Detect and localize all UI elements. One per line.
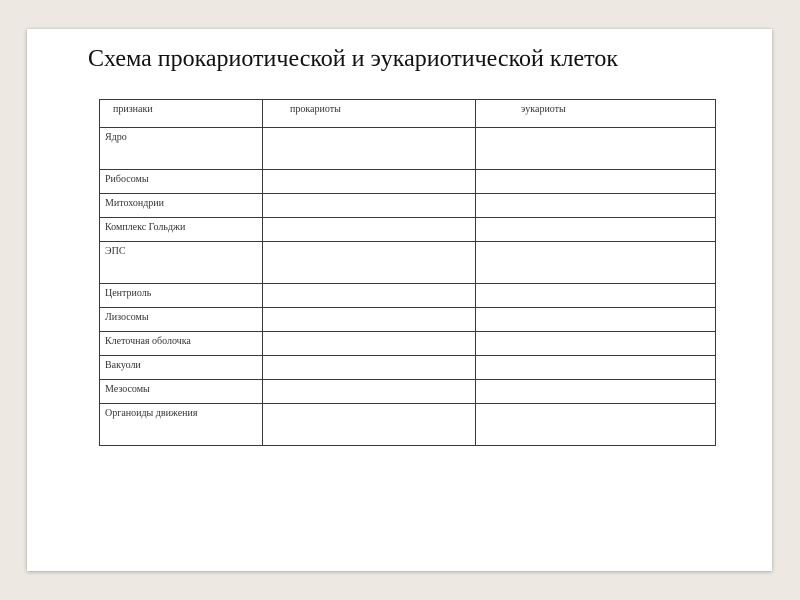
cell-eukaryotes [476, 308, 716, 332]
row-label: Митохондрии [100, 194, 263, 218]
table-row [100, 404, 716, 446]
table-row [100, 218, 716, 242]
cell-eukaryotes [476, 404, 716, 446]
row-label: Комплекс Гольджи [100, 218, 263, 242]
cell-prokaryotes [263, 194, 476, 218]
cell-prokaryotes [263, 218, 476, 242]
cell-eukaryotes [476, 242, 716, 284]
cell-prokaryotes [263, 380, 476, 404]
cell-prokaryotes [263, 242, 476, 284]
cell-eukaryotes [476, 170, 716, 194]
row-label: Мезосомы [100, 380, 263, 404]
cell-prokaryotes [263, 356, 476, 380]
row-label: ЭПС [100, 242, 263, 284]
header-prokaryotes: прокариоты [263, 100, 476, 128]
cell-prokaryotes [263, 284, 476, 308]
cell-prokaryotes [263, 332, 476, 356]
cell-prokaryotes [263, 128, 476, 170]
row-label: Центриоль [100, 284, 263, 308]
table-row [100, 356, 716, 380]
cell-eukaryotes [476, 332, 716, 356]
slide-title: Схема прокариотической и эукариотической клеток [88, 46, 618, 72]
cell-prokaryotes [263, 170, 476, 194]
row-label: Органоиды движения [100, 404, 263, 446]
table-row [100, 128, 716, 170]
cell-eukaryotes [476, 380, 716, 404]
comparison-table [99, 99, 716, 446]
cell-eukaryotes [476, 284, 716, 308]
table-row [100, 242, 716, 284]
header-eukaryotes: эукариоты [476, 100, 716, 128]
row-label: Рибосомы [100, 170, 263, 194]
table-row [100, 332, 716, 356]
table-row [100, 170, 716, 194]
cell-prokaryotes [263, 308, 476, 332]
cell-prokaryotes [263, 404, 476, 446]
cell-eukaryotes [476, 218, 716, 242]
table-header-row [100, 100, 716, 128]
header-features: признаки [100, 100, 263, 128]
table-row [100, 308, 716, 332]
table-row [100, 284, 716, 308]
row-label: Вакуоли [100, 356, 263, 380]
cell-eukaryotes [476, 194, 716, 218]
cell-eukaryotes [476, 128, 716, 170]
table-row [100, 194, 716, 218]
cell-eukaryotes [476, 356, 716, 380]
row-label: Ядро [100, 128, 263, 170]
row-label: Лизосомы [100, 308, 263, 332]
table-row [100, 380, 716, 404]
slide [27, 29, 772, 571]
row-label: Клеточная оболочка [100, 332, 263, 356]
